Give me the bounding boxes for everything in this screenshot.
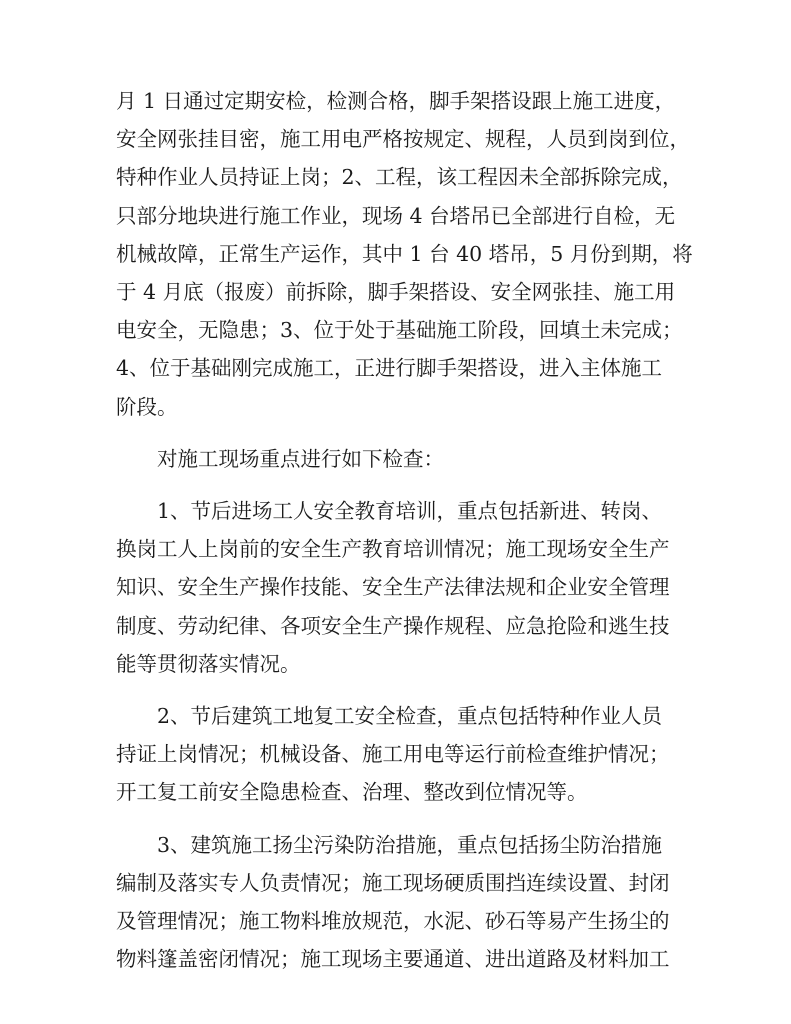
text-line: 开工复工前安全隐患检查、治理、整改到位情况等。 [116, 780, 588, 805]
paragraph-2 [116, 440, 686, 478]
text-line: 安全网张挂目密，施工用电严格按规定、规程，人员到岗到位， [116, 127, 690, 152]
text-line: 于 4 月底（报废）前拆除，脚手架搭设、安全网张挂、施工用 [116, 280, 676, 305]
document-body [116, 82, 693, 978]
text-line: 编制及落实专人负责情况；施工现场硬质围挡连续设置、封闭 [116, 870, 670, 895]
text-line: 特种作业人员持证上岗；2、工程，该工程因未全部拆除完成， [116, 165, 683, 190]
text-line: 3、建筑施工扬尘污染防治措施，重点包括扬尘防治措施 [157, 832, 663, 857]
text-line: 2、节后建筑工地复工安全检查，重点包括特种作业人员 [157, 704, 663, 729]
text-line: 能等贯彻落实情况。 [116, 651, 301, 676]
text-line: 只部分地块进行施工作业，现场 4 台塔吊已全部进行自检，无 [116, 203, 676, 228]
paragraph-1 [116, 82, 693, 426]
text-line: 及管理情况；施工物料堆放规范，水泥、砂石等易产生扬尘的 [116, 909, 670, 934]
text-line: 换岗工人上岗前的安全生产教育培训情况；施工现场安全生产 [116, 537, 670, 562]
text-line: 机械故障，正常生产运作，其中 1 台 40 塔吊，5 月份到期，将 [116, 241, 693, 266]
text-line: 1、节后进场工人安全教育培训，重点包括新进、转岗、 [157, 499, 663, 524]
text-line: 持证上岗情况；机械设备、施工用电等运行前检查维护情况； [116, 742, 670, 767]
text-line: 对施工现场重点进行如下检查： [157, 446, 444, 471]
text-line: 阶段。 [116, 394, 178, 419]
text-line: 制度、劳动纪律、各项安全生产操作规程、应急抢险和逃生技 [116, 613, 670, 638]
text-line: 月 1 日通过定期安检，检测合格，脚手架搭设跟上施工进度， [116, 89, 676, 113]
text-line: 知识、安全生产操作技能、安全生产法律法规和企业安全管理 [116, 575, 670, 600]
paragraph-5 [116, 826, 686, 979]
text-line: 电安全，无隐患；3、位于处于基础施工阶段，回填土未完成； [116, 318, 683, 343]
paragraph-4 [116, 697, 686, 812]
paragraph-3 [116, 492, 686, 683]
text-line: 物料篷盖密闭情况；施工现场主要通道、进出道路及材料加工 [116, 947, 670, 972]
text-line: 4、位于基础刚完成施工，正进行脚手架搭设，进入主体施工 [116, 356, 663, 381]
